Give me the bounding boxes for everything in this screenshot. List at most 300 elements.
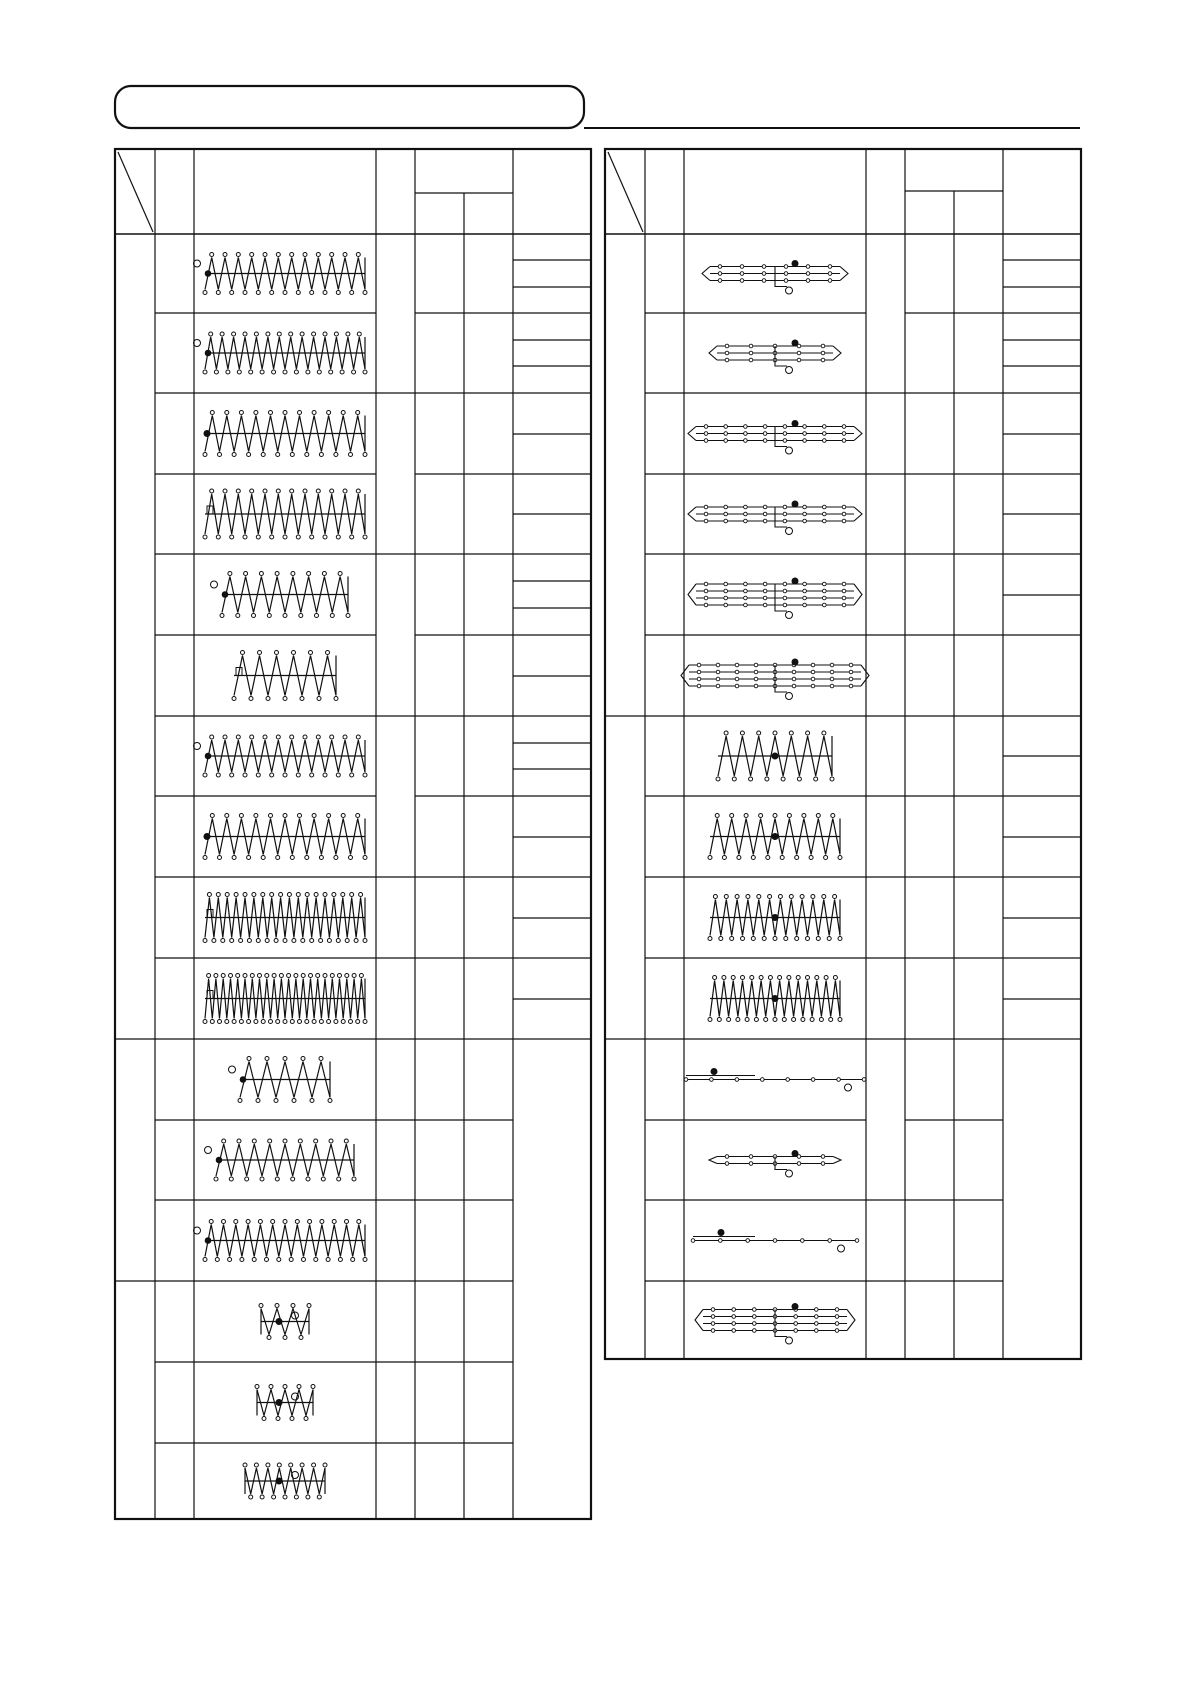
right-table — [605, 149, 1081, 1359]
needle-point — [269, 411, 273, 415]
needle-point — [336, 939, 340, 943]
needle-point — [327, 814, 331, 818]
needle-point — [300, 1463, 304, 1467]
stitch-diagram — [229, 1057, 333, 1103]
needle-point — [350, 535, 354, 539]
needle-point — [349, 856, 353, 860]
needle-point — [250, 974, 254, 978]
needle-point — [828, 265, 832, 269]
needle-point — [359, 974, 363, 978]
stitch-turn-left — [688, 507, 696, 521]
needle-point — [274, 939, 278, 943]
needle-point — [340, 370, 344, 374]
needle-point — [334, 453, 338, 457]
needle-point — [290, 1020, 294, 1024]
needle-point — [704, 512, 708, 516]
needle-point — [310, 1099, 314, 1103]
needle-point — [250, 253, 254, 257]
needle-point — [258, 651, 262, 655]
stitch-turn-left — [695, 1310, 703, 1331]
stitch-diagram — [688, 578, 862, 619]
needle-point — [789, 731, 793, 735]
needle-point — [749, 358, 753, 362]
needle-point — [240, 1258, 244, 1262]
needle-point — [329, 1139, 333, 1143]
needle-point — [794, 1315, 798, 1319]
needle-point — [334, 1020, 338, 1024]
needle-point — [724, 603, 728, 607]
needle-point — [236, 489, 240, 493]
needle-point — [735, 1078, 739, 1082]
needle-point — [279, 974, 283, 978]
needle-point — [783, 519, 787, 523]
needle-point — [234, 893, 238, 897]
needle-point — [784, 937, 788, 941]
needle-point — [341, 893, 345, 897]
needle-point — [319, 453, 323, 457]
title-box — [115, 86, 584, 128]
needle-point — [725, 344, 729, 348]
needle-point — [773, 937, 777, 941]
needle-point — [263, 735, 267, 739]
needle-point — [842, 596, 846, 600]
needle-point — [209, 332, 213, 336]
needle-point — [232, 332, 236, 336]
needle-point — [254, 411, 258, 415]
needle-point — [795, 937, 799, 941]
needle-point — [809, 856, 813, 860]
needle-point — [261, 453, 265, 457]
needle-point — [270, 291, 274, 295]
needle-point — [363, 291, 367, 295]
needle-point — [203, 535, 207, 539]
needle-point — [336, 535, 340, 539]
needle-point — [356, 735, 360, 739]
needle-point — [811, 1078, 815, 1082]
needle-point — [713, 976, 717, 980]
needle-point — [343, 253, 347, 257]
left-table — [115, 149, 591, 1519]
start-dot-marker — [772, 915, 778, 921]
needle-point — [773, 814, 777, 818]
start-dot-marker — [711, 1069, 717, 1075]
needle-point — [225, 411, 229, 415]
needle-point — [838, 937, 842, 941]
needle-point — [730, 937, 734, 941]
needle-point — [718, 272, 722, 276]
needle-point — [203, 1020, 207, 1024]
needle-point — [310, 773, 314, 777]
needle-point — [290, 489, 294, 493]
needle-point — [830, 677, 834, 681]
needle-point — [228, 572, 232, 576]
needle-point — [350, 773, 354, 777]
needle-point — [730, 814, 734, 818]
needle-point — [724, 432, 728, 436]
needle-point — [345, 939, 349, 943]
needle-point — [296, 291, 300, 295]
stitch-turn-left — [688, 427, 696, 441]
needle-point — [283, 939, 287, 943]
needle-point — [287, 893, 291, 897]
needle-point — [862, 1078, 866, 1082]
stitch-connector — [775, 346, 787, 366]
needle-point — [735, 670, 739, 674]
needle-point — [821, 351, 825, 355]
needle-point — [283, 697, 287, 701]
needle-point — [256, 939, 260, 943]
needle-point — [718, 265, 722, 269]
start-dot-marker — [792, 261, 798, 267]
start-dot-marker — [792, 501, 798, 507]
needle-point — [283, 291, 287, 295]
needle-point — [823, 582, 827, 586]
needle-point — [744, 589, 748, 593]
needle-point — [239, 1020, 243, 1024]
needle-point — [338, 974, 342, 978]
needle-point — [299, 1336, 303, 1340]
needle-point — [221, 939, 225, 943]
needle-point — [815, 1322, 819, 1326]
needle-point — [803, 439, 807, 443]
needle-point — [265, 974, 269, 978]
needle-point — [835, 1322, 839, 1326]
needle-point — [754, 670, 758, 674]
needle-point — [363, 370, 367, 374]
needle-point — [277, 332, 281, 336]
needle-point — [309, 651, 313, 655]
needle-point — [789, 895, 793, 899]
needle-point — [697, 677, 701, 681]
needle-point — [744, 425, 748, 429]
start-dot-marker — [792, 1304, 798, 1310]
needle-point — [316, 974, 320, 978]
needle-point — [764, 1018, 768, 1022]
needle-point — [230, 291, 234, 295]
needle-point — [269, 1020, 273, 1024]
needle-point — [317, 697, 321, 701]
needle-point — [223, 735, 227, 739]
needle-point — [356, 411, 360, 415]
start-circle-marker — [786, 1337, 793, 1344]
start-dot-marker — [204, 834, 210, 840]
needle-point — [744, 439, 748, 443]
stitch-diagram — [716, 731, 834, 781]
needle-point — [783, 512, 787, 516]
start-circle-marker — [786, 693, 793, 700]
needle-point — [842, 519, 846, 523]
needle-point — [343, 489, 347, 493]
needle-point — [298, 1139, 302, 1143]
needle-point — [761, 1078, 765, 1082]
needle-point — [806, 976, 810, 980]
stitch-diagram — [688, 421, 862, 455]
stitch-diagram — [259, 1304, 311, 1340]
stitch-diagram — [243, 1463, 327, 1499]
needle-point — [275, 572, 279, 576]
needle-point — [249, 1495, 253, 1499]
needle-point — [354, 939, 358, 943]
needle-point — [363, 773, 367, 777]
needle-point — [300, 332, 304, 336]
needle-point — [218, 453, 222, 457]
needle-point — [343, 735, 347, 739]
needle-point — [823, 432, 827, 436]
needle-point — [341, 1020, 345, 1024]
needle-point — [243, 535, 247, 539]
stitch-diagram — [702, 261, 848, 295]
needle-point — [806, 265, 810, 269]
needle-point — [828, 272, 832, 276]
needle-point — [744, 582, 748, 586]
needle-point — [763, 596, 767, 600]
needle-point — [725, 1162, 729, 1166]
needle-point — [308, 1220, 312, 1224]
stitch-turn-right — [854, 507, 862, 521]
needle-point — [310, 939, 314, 943]
needle-point — [270, 535, 274, 539]
needle-point — [697, 663, 701, 667]
start-dot-marker — [276, 1400, 282, 1406]
needle-point — [744, 432, 748, 436]
needle-point — [291, 572, 295, 576]
start-circle-marker — [229, 1066, 236, 1073]
needle-point — [267, 614, 271, 618]
needle-point — [713, 895, 717, 899]
needle-point — [267, 1336, 271, 1340]
needle-point — [336, 291, 340, 295]
needle-point — [283, 773, 287, 777]
needle-point — [258, 974, 262, 978]
needle-point — [684, 1078, 688, 1082]
stitch-diagram — [203, 411, 367, 457]
needle-point — [210, 489, 214, 493]
needle-point — [363, 535, 367, 539]
needle-point — [216, 893, 220, 897]
start-circle-marker — [211, 581, 218, 588]
needle-point — [725, 1155, 729, 1159]
needle-point — [321, 1177, 325, 1181]
needle-point — [250, 735, 254, 739]
needle-point — [762, 265, 766, 269]
needle-point — [704, 603, 708, 607]
start-circle-marker — [786, 287, 793, 294]
needle-point — [243, 893, 247, 897]
needle-point — [736, 1018, 740, 1022]
needle-point — [763, 512, 767, 516]
needle-point — [803, 596, 807, 600]
needle-point — [792, 1018, 796, 1022]
needle-point — [352, 370, 356, 374]
needle-point — [305, 1020, 309, 1024]
stitch-diagram — [194, 253, 368, 295]
needle-point — [312, 814, 316, 818]
start-dot-marker — [222, 592, 228, 598]
needle-point — [724, 895, 728, 899]
needle-point — [312, 1463, 316, 1467]
needle-point — [256, 773, 260, 777]
needle-point — [806, 279, 810, 283]
needle-point — [249, 697, 253, 701]
stitch-turn-right — [847, 1310, 855, 1331]
needle-point — [283, 370, 287, 374]
needle-point — [247, 1057, 251, 1061]
needle-point — [823, 603, 827, 607]
needle-point — [803, 425, 807, 429]
needle-point — [763, 519, 767, 523]
needle-point — [254, 814, 258, 818]
needle-point — [357, 332, 361, 336]
needle-point — [209, 1220, 213, 1224]
needle-point — [203, 939, 207, 943]
needle-point — [221, 974, 225, 978]
needle-point — [256, 535, 260, 539]
needle-point — [754, 663, 758, 667]
needle-point — [263, 489, 267, 493]
needle-point — [746, 895, 750, 899]
needle-point — [718, 279, 722, 283]
needle-point — [811, 895, 815, 899]
start-dot-marker — [204, 431, 210, 437]
needle-point — [302, 1258, 306, 1262]
stitch-diagram — [255, 1385, 315, 1421]
needle-point — [259, 572, 263, 576]
needle-point — [345, 974, 349, 978]
needle-point — [803, 432, 807, 436]
needle-point — [254, 332, 258, 336]
needle-point — [732, 777, 736, 781]
needle-point — [724, 596, 728, 600]
needle-point — [735, 663, 739, 667]
needle-point — [306, 1495, 310, 1499]
needle-point — [265, 1258, 269, 1262]
needle-point — [327, 1020, 331, 1024]
needle-point — [276, 856, 280, 860]
needle-point — [312, 332, 316, 336]
needle-point — [763, 432, 767, 436]
right-table-border — [605, 149, 1081, 1359]
needle-point — [753, 1308, 757, 1312]
needle-point — [762, 279, 766, 283]
needle-point — [314, 1139, 318, 1143]
needle-point — [320, 1220, 324, 1224]
needle-point — [711, 1329, 715, 1333]
needle-point — [323, 893, 327, 897]
needle-point — [214, 1177, 218, 1181]
stitch-diagram — [708, 895, 842, 941]
stitch-connector — [775, 267, 787, 287]
needle-point — [787, 814, 791, 818]
needle-point — [763, 589, 767, 593]
needle-point — [757, 895, 761, 899]
needle-point — [356, 253, 360, 257]
needle-point — [345, 1220, 349, 1224]
needle-point — [283, 814, 287, 818]
needle-point — [230, 939, 234, 943]
needle-point — [792, 670, 796, 674]
needle-point — [737, 856, 741, 860]
needle-point — [780, 856, 784, 860]
needle-point — [250, 489, 254, 493]
needle-point — [827, 937, 831, 941]
needle-point — [821, 1162, 825, 1166]
needle-point — [294, 974, 298, 978]
needle-point — [815, 1308, 819, 1312]
needle-point — [292, 651, 296, 655]
needle-point — [214, 974, 218, 978]
needle-point — [218, 1020, 222, 1024]
start-circle-marker — [786, 1170, 793, 1177]
needle-point — [263, 253, 267, 257]
start-dot-marker — [718, 1230, 724, 1236]
start-dot-marker — [792, 1151, 798, 1157]
needle-point — [220, 614, 224, 618]
start-dot-marker — [205, 1238, 211, 1244]
needle-point — [833, 976, 837, 980]
needle-point — [272, 1495, 276, 1499]
needle-point — [215, 1258, 219, 1262]
needle-point — [744, 603, 748, 607]
needle-point — [792, 684, 796, 688]
needle-point — [837, 1078, 841, 1082]
needle-point — [298, 1020, 302, 1024]
needle-point — [296, 893, 300, 897]
needle-point — [303, 489, 307, 493]
needle-point — [265, 939, 269, 943]
needle-point — [835, 1308, 839, 1312]
needle-point — [210, 814, 214, 818]
needle-point — [337, 1177, 341, 1181]
needle-point — [350, 893, 354, 897]
needle-point — [356, 489, 360, 493]
needle-point — [277, 1258, 281, 1262]
needle-point — [722, 856, 726, 860]
needle-point — [725, 358, 729, 362]
needle-point — [823, 596, 827, 600]
needle-point — [732, 1308, 736, 1312]
needle-point — [346, 332, 350, 336]
needle-point — [716, 670, 720, 674]
needle-point — [754, 684, 758, 688]
needle-point — [330, 974, 334, 978]
stitch-diagram — [211, 572, 351, 618]
needle-point — [236, 974, 240, 978]
needle-point — [803, 505, 807, 509]
needle-point — [711, 1315, 715, 1319]
needle-point — [849, 663, 853, 667]
needle-point — [787, 976, 791, 980]
needle-point — [823, 512, 827, 516]
needle-point — [842, 582, 846, 586]
needle-point — [210, 411, 214, 415]
needle-point — [773, 1018, 777, 1022]
needle-point — [822, 895, 826, 899]
start-dot-marker — [205, 271, 211, 277]
stitch-diagram — [205, 1139, 357, 1181]
start-dot-marker — [792, 578, 798, 584]
needle-point — [245, 1177, 249, 1181]
needle-point — [283, 1385, 287, 1389]
needle-point — [237, 1139, 241, 1143]
needle-point — [704, 596, 708, 600]
needle-point — [784, 279, 788, 283]
needle-point — [261, 1020, 265, 1024]
needle-point — [724, 505, 728, 509]
needle-point — [303, 735, 307, 739]
needle-point — [801, 1239, 805, 1243]
needle-point — [236, 614, 240, 618]
needle-point — [270, 893, 274, 897]
